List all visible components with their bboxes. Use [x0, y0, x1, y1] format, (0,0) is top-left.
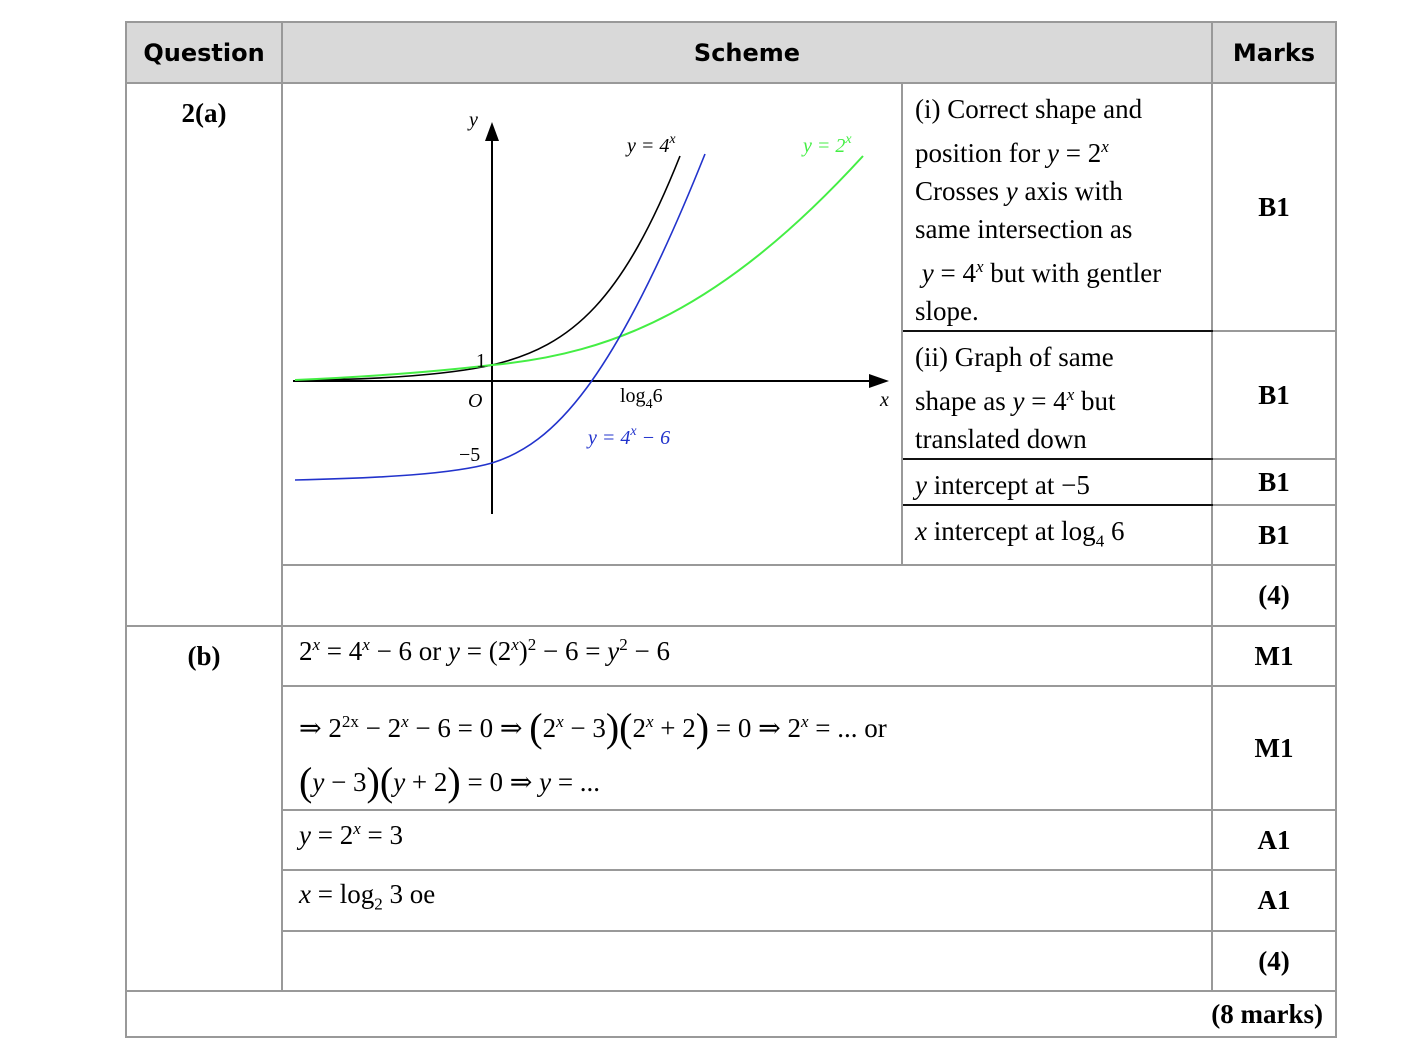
- part-b-row-4: [126, 870, 1336, 931]
- log4-6-label: $\log_46$: [620, 385, 663, 412]
- scheme-step-4: $x = \log_2 3$ oe: [282, 870, 1212, 931]
- mark-criterion-ii: B1: [1212, 331, 1336, 459]
- mark-x-intercept: B1: [1212, 505, 1336, 565]
- part-b-row-1: [126, 626, 1336, 686]
- mark-scheme-table: [125, 21, 1337, 1038]
- header-row: [126, 22, 1336, 83]
- part-a-total-spacer: [282, 565, 1212, 626]
- part-b-total-row: [126, 931, 1336, 991]
- header-marks: Marks: [1212, 22, 1336, 83]
- y-axis-label: y: [469, 109, 478, 131]
- part-a-total-row: [126, 565, 1336, 626]
- mark-step-4: A1: [1212, 870, 1336, 931]
- part-b-total-spacer: [282, 931, 1212, 991]
- y-intercept-minus-five: −5: [459, 444, 481, 466]
- scheme-step-2: ⇒ $2^{2x} - 2^x - 6 = 0$ ⇒ $(2^x - 3)(2^x + 2) = 0$ ⇒ $2^x$ = ... or (y − 3)(y + 2) = 0 ⇒ y = ...: [282, 686, 1212, 810]
- part-b-total: (4): [1212, 931, 1336, 991]
- x-axis-arrow: [869, 374, 889, 388]
- origin-label: O: [468, 390, 483, 412]
- curve-2-to-the-x: [295, 156, 863, 380]
- criterion-y-intercept: y intercept at −5: [902, 459, 1212, 505]
- part-b-row-2: [126, 686, 1336, 810]
- graph-cell: [282, 83, 902, 565]
- mark-step-3: A1: [1212, 810, 1336, 870]
- curve-2x-label: $y = 2^x$: [803, 132, 852, 157]
- grand-total-row: [126, 991, 1336, 1037]
- y-intercept-one: 1: [476, 350, 486, 372]
- y-axis-arrow: [485, 122, 499, 141]
- grand-total: (8 marks): [126, 991, 1336, 1037]
- sketch-graph: [283, 84, 903, 546]
- scheme-step-3: $y = 2^x = 3$: [282, 810, 1212, 870]
- criterion-x-intercept: x intercept at $\log_4 6$: [902, 505, 1212, 565]
- mark-step-1: M1: [1212, 626, 1336, 686]
- mark-step-2: M1: [1212, 686, 1336, 810]
- part-a-total: (4): [1212, 565, 1336, 626]
- mark-y-intercept: B1: [1212, 459, 1336, 505]
- part-a-row-1: [126, 83, 1336, 331]
- curve-4-to-the-x: [295, 156, 680, 380]
- curve-4x-label: $y = 4^x$: [627, 132, 676, 157]
- part-b-row-3: [126, 810, 1336, 870]
- scheme-step-1: $2^x = 4^x - 6$ or $y = (2^x)^2 - 6 = y^2 - 6$: [282, 626, 1212, 686]
- part-b-label: (b): [126, 626, 282, 991]
- mark-criterion-i: B1: [1212, 83, 1336, 331]
- curve-4x-minus-6-label: $y = 4^x - 6$: [588, 424, 671, 449]
- header-scheme: Scheme: [282, 22, 1212, 83]
- part-a-label: 2(a): [126, 83, 282, 626]
- header-question: Question: [126, 22, 282, 83]
- criterion-ii: (ii) Graph of same shape as $y = 4^x$ but translated down: [902, 331, 1212, 459]
- x-axis-label: x: [880, 389, 889, 411]
- criterion-i: (i) Correct shape and position for $y = 2^x$ Crosses y axis with same intersection as $y = 4^x$ but with gentler slope.: [902, 83, 1212, 331]
